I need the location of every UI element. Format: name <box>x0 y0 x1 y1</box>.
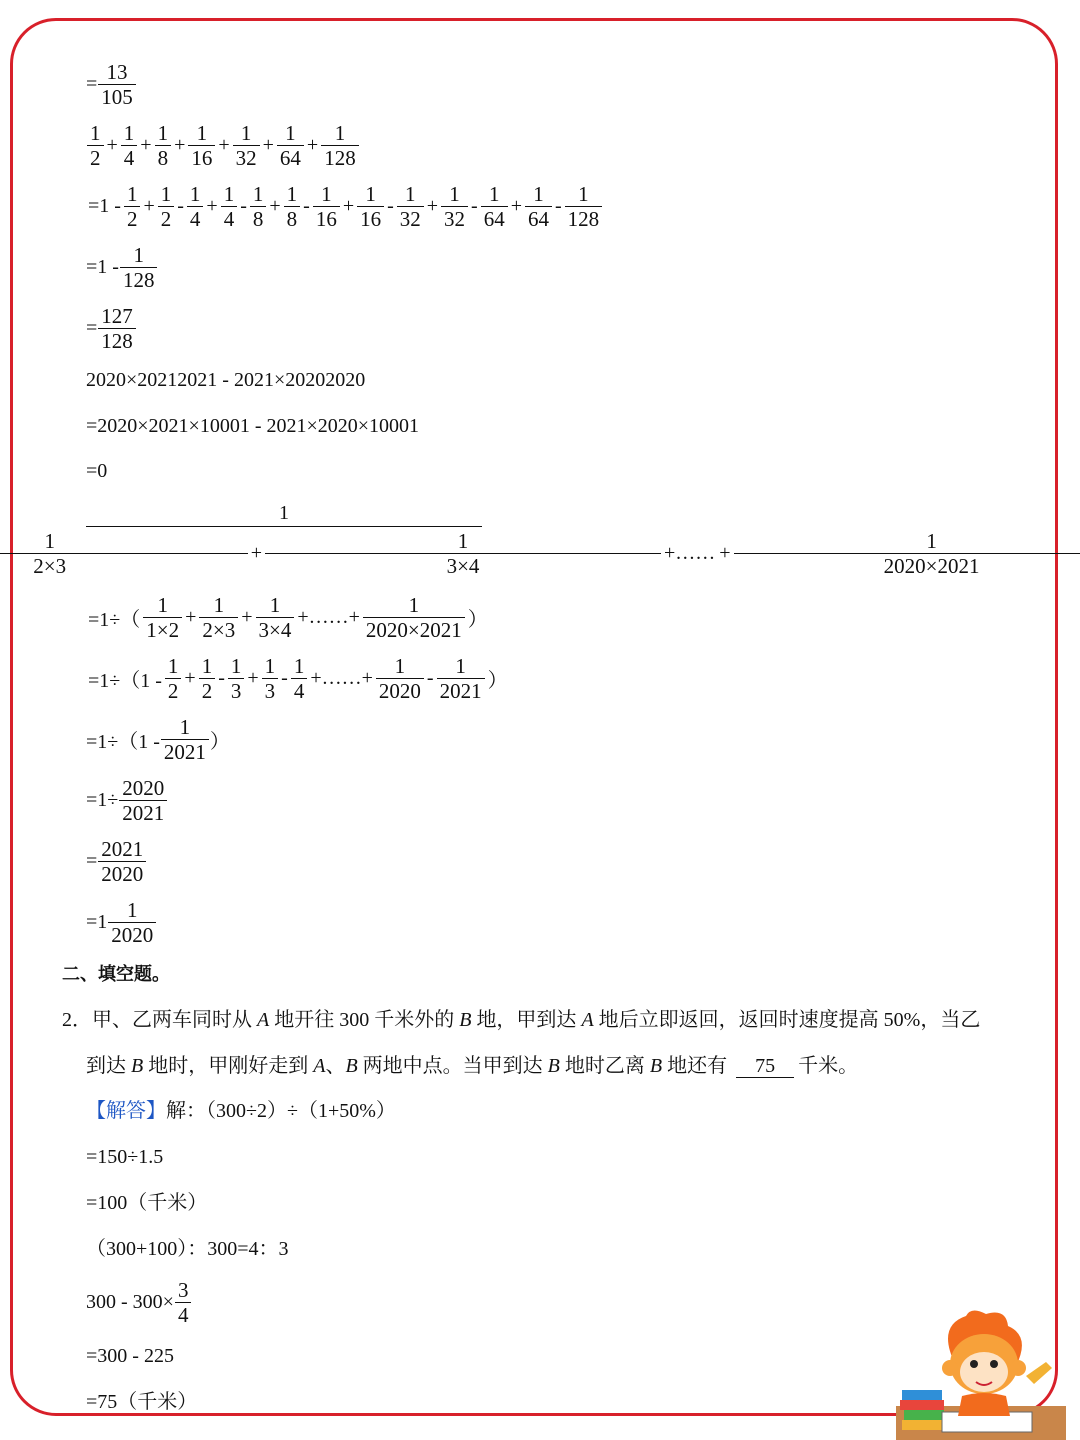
monkey-mascot-icon <box>896 1306 1066 1440</box>
operator: + <box>185 605 197 628</box>
solution-line-1: 【解答】解：（300÷2）÷（1+50%） <box>86 1100 396 1122</box>
fraction: $\frac{1}{3}$ <box>262 654 279 703</box>
operator: - <box>240 194 247 217</box>
line-product-2: =2020×2021×10001 - 2021×2020×10001 <box>86 415 420 437</box>
operator: +……+ <box>310 666 373 689</box>
fraction: $\frac{2021}{2020}$ <box>98 837 146 886</box>
operator: + <box>306 133 319 156</box>
fraction: $\frac{1}{1\times 2}$ <box>143 593 182 642</box>
operator: +…… <box>664 542 716 564</box>
fraction: $\frac{1}{32}$ <box>441 182 468 231</box>
operator: =1 - <box>88 194 121 217</box>
line-one-minus-1-128: =1 - $\frac{1}{128}$ <box>86 237 158 297</box>
fraction: $\frac{1}{64}$ <box>481 182 508 231</box>
solution-line-5: 300 - 300× $\frac{3}{4}$ <box>86 1272 192 1332</box>
fraction: $\frac{1}{2}$ <box>165 654 182 703</box>
operator: - <box>303 194 310 217</box>
solution-line-7: =75（千米） <box>86 1391 198 1413</box>
operator: +……+ <box>297 605 360 628</box>
fraction: $\frac{1}{2}$ <box>87 121 104 170</box>
fraction: $\frac{1}{32}$ <box>233 121 260 170</box>
operator: - <box>281 666 288 689</box>
fraction: $\frac{1}{2020\times 2021}$ <box>363 593 465 642</box>
fraction: $\frac{1}{2}$ <box>199 654 216 703</box>
fraction: $\frac{1}{128}$ <box>321 121 359 170</box>
line-2021-over-2020: = $\frac{2021}{2020}$ <box>86 831 147 891</box>
operator: =1÷（1 - <box>88 669 162 692</box>
line-divide-sum <box>86 587 490 647</box>
line-product-1: 2020×20212021 - 2021×20202020 <box>86 369 366 391</box>
fraction: $\frac{1}{2021}$ <box>437 654 485 703</box>
operator: - <box>471 194 478 217</box>
operator: + <box>106 133 118 156</box>
fraction: $\frac{1}{2020\times 2021}$ <box>734 529 1080 578</box>
fraction: $\frac{1}{2020}$ <box>376 654 424 703</box>
operator: + <box>269 194 281 217</box>
fraction: $\frac{13}{105}$ <box>98 60 136 109</box>
operator: + <box>184 666 196 689</box>
line-mixed-number: =1 $\frac{1}{2020}$ <box>86 892 157 952</box>
fraction: $\frac{1}{2020}$ <box>108 898 156 947</box>
complex-fraction-denominator <box>0 529 1080 578</box>
fraction: $\frac{1}{2\times 3}$ <box>0 529 248 578</box>
fraction: $\frac{1}{2021}$ <box>161 715 209 764</box>
fraction: $\frac{1}{2\times 3}$ <box>199 593 238 642</box>
operator: + <box>143 194 155 217</box>
line-divide-one-minus: =1÷（1 - $\frac{1}{2021}$ ） <box>86 714 230 764</box>
fraction: $\frac{1}{4}$ <box>221 182 238 231</box>
fraction: $\frac{1}{3}$ <box>228 654 245 703</box>
operator: + <box>342 194 355 217</box>
operator: + <box>719 542 731 564</box>
operator: ） <box>487 669 508 692</box>
line-13-over-105 <box>86 54 137 114</box>
solution-line-3: =100（千米） <box>86 1192 208 1214</box>
operator: + <box>250 542 262 564</box>
fraction: $\frac{1}{16}$ <box>357 182 384 231</box>
operator: - <box>387 194 394 217</box>
fraction: $\frac{1}{16}$ <box>188 121 215 170</box>
solution-line-2: =150÷1.5 <box>86 1146 164 1168</box>
operator: + <box>218 133 230 156</box>
fraction: $\frac{1}{128}$ <box>120 243 158 292</box>
section-heading: 二、填空题。 <box>62 964 170 985</box>
operator: - <box>426 666 434 689</box>
fraction: $\frac{1}{16}$ <box>313 182 340 231</box>
complex-fraction <box>33 500 980 578</box>
fraction: $\frac{1}{8}$ <box>155 121 172 170</box>
operator: + <box>247 666 259 689</box>
fraction: $\frac{1}{3\times 4}$ <box>256 593 295 642</box>
fraction: $\frac{1}{2}$ <box>158 182 175 231</box>
fraction: $\frac{1}{8}$ <box>250 182 267 231</box>
line-telescoping <box>86 176 603 236</box>
fraction: $\frac{1}{4}$ <box>187 182 204 231</box>
operator: =1÷（ <box>88 608 141 631</box>
fraction: $\frac{1}{32}$ <box>397 182 424 231</box>
answer-blank: 75 <box>736 1055 794 1078</box>
fraction: $\frac{1}{64}$ <box>277 121 304 170</box>
solution-line-4: （300+100）：300=4：3 <box>86 1238 289 1260</box>
line-divide-fraction: =1÷ $\frac{2020}{2021}$ <box>86 770 168 830</box>
operator: - <box>218 666 225 689</box>
line-127-over-128: = $\frac{127}{128}$ <box>86 298 137 358</box>
line-geometric-sum <box>86 115 360 175</box>
fraction: $\frac{1}{4}$ <box>291 654 308 703</box>
solution-line-6: =300 - 225 <box>86 1345 174 1367</box>
operator: + <box>206 194 218 217</box>
fraction: $\frac{1}{64}$ <box>525 182 552 231</box>
fraction: $\frac{1}{2}$ <box>124 182 141 231</box>
question-line-1: 2．甲、乙两车同时从 A 地开往 300 千米外的 B 地，甲到达 A 地后立即返回，返回时速度提高 50%，当乙 <box>62 1009 981 1031</box>
operator: + <box>174 133 186 156</box>
operator: + <box>140 133 152 156</box>
line-product-3: =0 <box>86 460 108 482</box>
complex-fraction-numerator: 1 <box>279 502 289 524</box>
fraction: $\frac{3}{4}$ <box>175 1278 192 1327</box>
operator: + <box>510 194 522 217</box>
fraction: $\frac{1}{4}$ <box>121 121 138 170</box>
solution-tag: 【解答】 <box>86 1100 166 1122</box>
fraction: $\frac{127}{128}$ <box>98 304 136 353</box>
operator: - <box>555 194 562 217</box>
question-line-2: 到达 B 地时，甲刚好走到 A、B 两地中点。当甲到达 B 地时乙离 B 地还有 75 千米。 <box>86 1055 859 1077</box>
operator: - <box>177 194 184 217</box>
line-divide-telescoping <box>86 648 510 708</box>
fraction: $\frac{2020}{2021}$ <box>119 776 167 825</box>
operator: ） <box>467 608 488 631</box>
equals-sign: = <box>86 72 98 95</box>
fraction: $\frac{1}{128}$ <box>565 182 603 231</box>
fraction: $\frac{1}{3\times 4}$ <box>265 529 661 578</box>
fraction: $\frac{1}{8}$ <box>284 182 301 231</box>
operator: + <box>426 194 439 217</box>
operator: + <box>241 605 253 628</box>
operator: + <box>262 133 274 156</box>
